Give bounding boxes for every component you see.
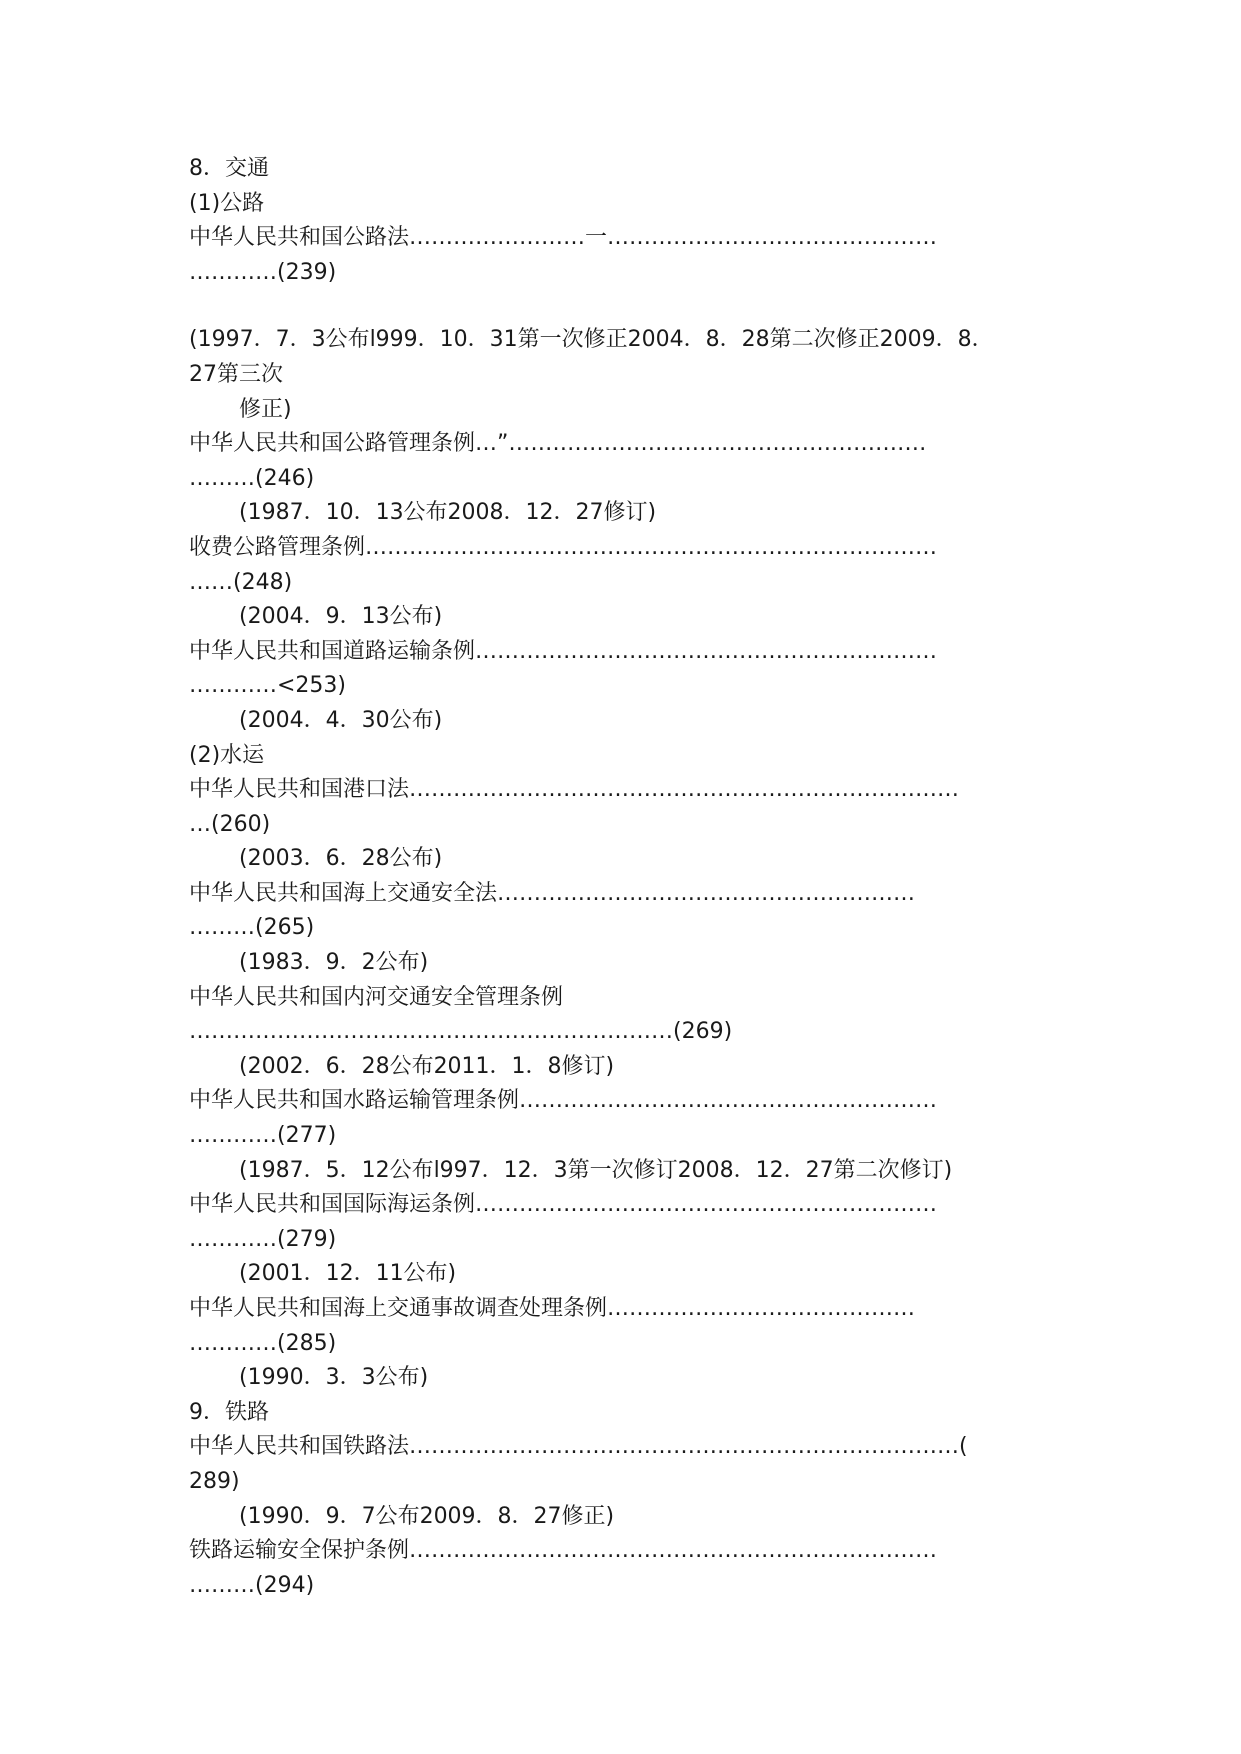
toc-entry-title: 中华人民共和国港口法………………………………………………………………… [189,777,960,803]
toc-entry-page: ………(265) [189,915,315,941]
toc-entry-title: 中华人民共和国海上交通安全法………………………………………………… [189,880,916,906]
toc-entry-note: (2003．6．28公布) [239,846,443,872]
toc-entry-title: 中华人民共和国公路管理条例…”………………………………………………… [189,431,927,457]
toc-entry-page: …………<253) [189,673,347,699]
toc-entry-note: (1990．3．3公布) [239,1365,429,1391]
toc-entry-title: 中华人民共和国内河交通安全管理条例 [189,984,564,1010]
toc-entry-note: (1987．10．13公布2008．12．27修订) [239,500,657,526]
toc-entry-note: 修正) [239,396,292,422]
toc-entry-page: …………(239) [189,259,337,285]
subsection-heading: (1)公路 [189,190,265,216]
toc-entry-title: 收费公路管理条例…………………………………………………………………… [189,534,938,560]
toc-entry-page: ………(294) [189,1572,315,1598]
toc-entry-page: ……(248) [189,569,293,595]
toc-entry-title: 中华人民共和国铁路法…………………………………………………………………( [189,1434,968,1460]
toc-entry-page: ………(246) [189,465,315,491]
section-heading: 9．铁路 [189,1399,269,1425]
toc-entry-title: 中华人民共和国海上交通事故调查处理条例…………………………………… [189,1296,916,1321]
toc-entry-title: 中华人民共和国道路运输条例……………………………………………………… [189,638,938,664]
toc-entry-note: (2001．12．11公布) [239,1261,457,1287]
toc-entry-note: (1987．5．12公布l997．12．3第一次修订2008．12．27第二次修订) [239,1157,953,1183]
toc-entry-title: 中华人民共和国国际海运条例……………………………………………………… [189,1192,938,1218]
document-page [189,152,1059,1603]
blank-line [189,290,1059,323]
toc-entry-note: (2002．6．28公布2011．1．8修订) [239,1053,615,1079]
toc-entry-note: (2004．9．13公布) [239,604,443,630]
toc-entry-note: (1983．9．2公布) [239,950,429,976]
toc-entry-title: 铁路运输安全保护条例……………………………………………………………… [189,1538,938,1564]
toc-entry-note: (2004．4．30公布) [239,707,443,733]
toc-entry-page: …(260) [189,811,271,837]
section-heading: 8．交通 [189,156,269,181]
toc-entry-title: 中华人民共和国公路法……………………一……………………………………… [189,225,938,251]
subsection-heading: (2)水运 [189,742,265,768]
toc-entry-page: …………………………………………………………(269) [189,1019,733,1045]
toc-entry-note: 27第三次 [189,361,283,387]
toc-entry-note: (1997．7．3公布l999．10．31第一次修正2004．8．28第二次修正2009．8． [189,327,994,353]
toc-entry-title: 中华人民共和国水路运输管理条例………………………………………………… [189,1088,938,1114]
toc-entry-page: …………(279) [189,1226,337,1252]
toc-entry-note: (1990．9．7公布2009．8．27修正) [239,1503,615,1529]
toc-entry-page: …………(285) [189,1330,337,1356]
toc-entry-page: 289) [189,1468,240,1494]
toc-entry-page: …………(277) [189,1123,337,1149]
